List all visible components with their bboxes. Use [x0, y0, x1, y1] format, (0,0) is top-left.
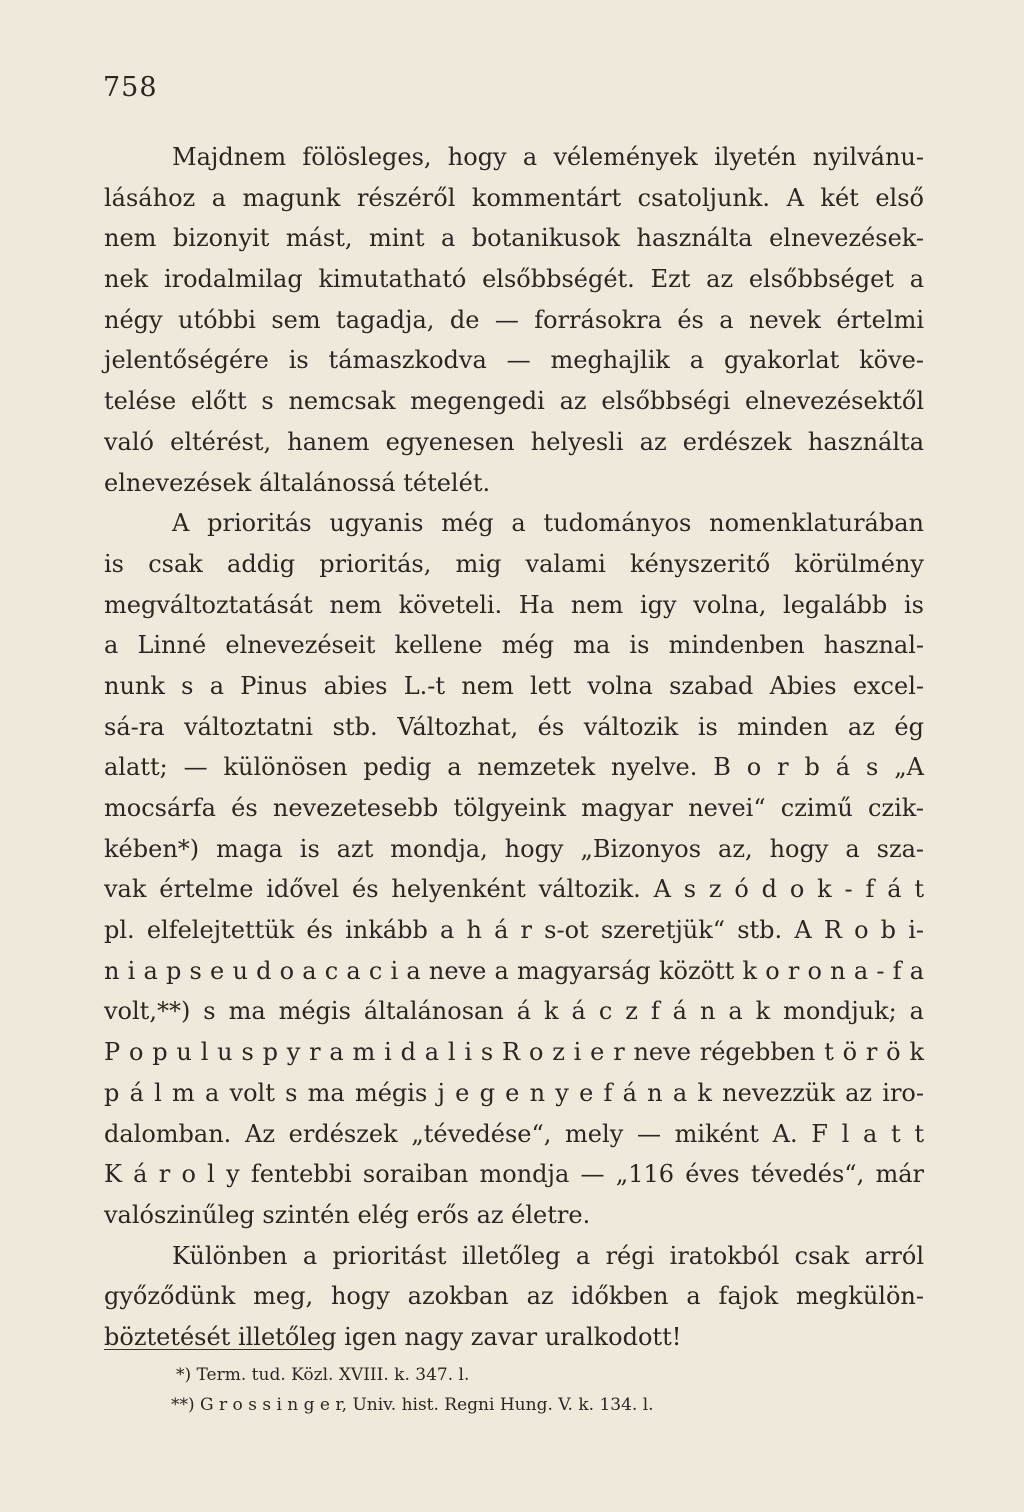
text-line: alatt; — különösen pedig a nemzetek nyelve. B o r b á s „A: [104, 753, 924, 782]
text-line: vak értelme idővel és helyenként változik. A s z ó d o k - f á t: [104, 875, 924, 904]
text-line: p á l m a volt s ma mégis j e g e n y e f á n a k nevezzük az iro-: [104, 1078, 924, 1107]
text-line: nem bizonyit mást, mint a botanikusok használta elnevezések-: [104, 224, 924, 253]
text-line: Különben a prioritást illetőleg a régi iratokból csak arról: [172, 1241, 924, 1270]
text-line: elnevezések általánossá tételét.: [104, 468, 491, 497]
page-number: 758: [103, 72, 158, 103]
text-line: sá-ra változtatni stb. Változhat, és változik is minden az ég: [104, 712, 924, 741]
text-line: kében*) maga is azt mondja, hogy „Bizonyos az, hogy a sza-: [104, 834, 924, 863]
text-line: K á r o l y fentebbi soraiban mondja — „116 éves tévedés“, már: [104, 1160, 924, 1189]
text-line: A prioritás ugyanis még a tudományos nomenklaturában: [172, 509, 924, 538]
text-line: böztetését illetőleg igen nagy zavar uralkodott!: [104, 1322, 682, 1351]
text-line: pl. elfelejtettük és inkább a h á r s-ot szeretjük“ stb. A R o b i-: [104, 916, 924, 945]
text-line: való eltérést, hanem egyenesen helyesli az erdészek használta: [104, 427, 924, 456]
text-line: jelentőségére is támaszkodva — meghajlik a gyakorlat köve-: [104, 346, 924, 375]
text-line: nunk s a Pinus abies L.-t nem lett volna szabad Abies excel-: [104, 671, 924, 700]
text-line: volt,**) s ma mégis általánosan á k á c z f á n a k mondjuk; a: [104, 997, 924, 1026]
text-line: Majdnem fölösleges, hogy a vélemények ilyetén nyilvánu-: [172, 143, 924, 171]
body-text: [104, 137, 924, 1358]
text-line: megváltoztatását nem követeli. Ha nem igy volna, legalább is: [104, 590, 924, 619]
footnotes: [171, 1360, 654, 1420]
footnote-divider: [104, 1349, 322, 1350]
text-line: P o p u l u s p y r a m i d a l i s R o z i e r neve régebben t ö r ö k: [104, 1038, 924, 1067]
text-line: dalomban. Az erdészek „tévedése“, mely — miként A. F l a t t: [104, 1119, 924, 1148]
text-line: telése előtt s nemcsak megengedi az elsőbbségi elnevezésektől: [104, 387, 924, 416]
text-line: n i a p s e u d o a c a c i a neve a magyarság között k o r o n a - f a: [104, 956, 924, 985]
text-line: győződünk meg, hogy azokban az időkben a fajok megkülön-: [104, 1282, 924, 1311]
text-line: a Linné elnevezéseit kellene még ma is mindenben hasznal-: [104, 631, 924, 660]
text-line: is csak addig prioritás, mig valami kényszeritő körülmény: [104, 549, 924, 578]
text-line: négy utóbbi sem tagadja, de — forrásokra és a nevek értelmi: [104, 305, 924, 334]
footnote-1: *) Term. tud. Közl. XVIII. k. 347. l.: [176, 1365, 470, 1385]
text-line: nek irodalmilag kimutatható elsőbbségét. Ezt az elsőbbséget a: [104, 265, 924, 294]
footnote-2: **) G r o s s i n g e r, Univ. hist. Regni Hung. V. k. 134. l.: [171, 1395, 654, 1415]
text-line: mocsárfa és nevezetesebb tölgyeink magyar nevei“ czimű czik-: [104, 794, 924, 822]
text-line: lásához a magunk részéről kommentárt csatoljunk. A két első: [104, 183, 924, 212]
text-line: valószinűleg szintén elég erős az életre.: [104, 1200, 591, 1229]
